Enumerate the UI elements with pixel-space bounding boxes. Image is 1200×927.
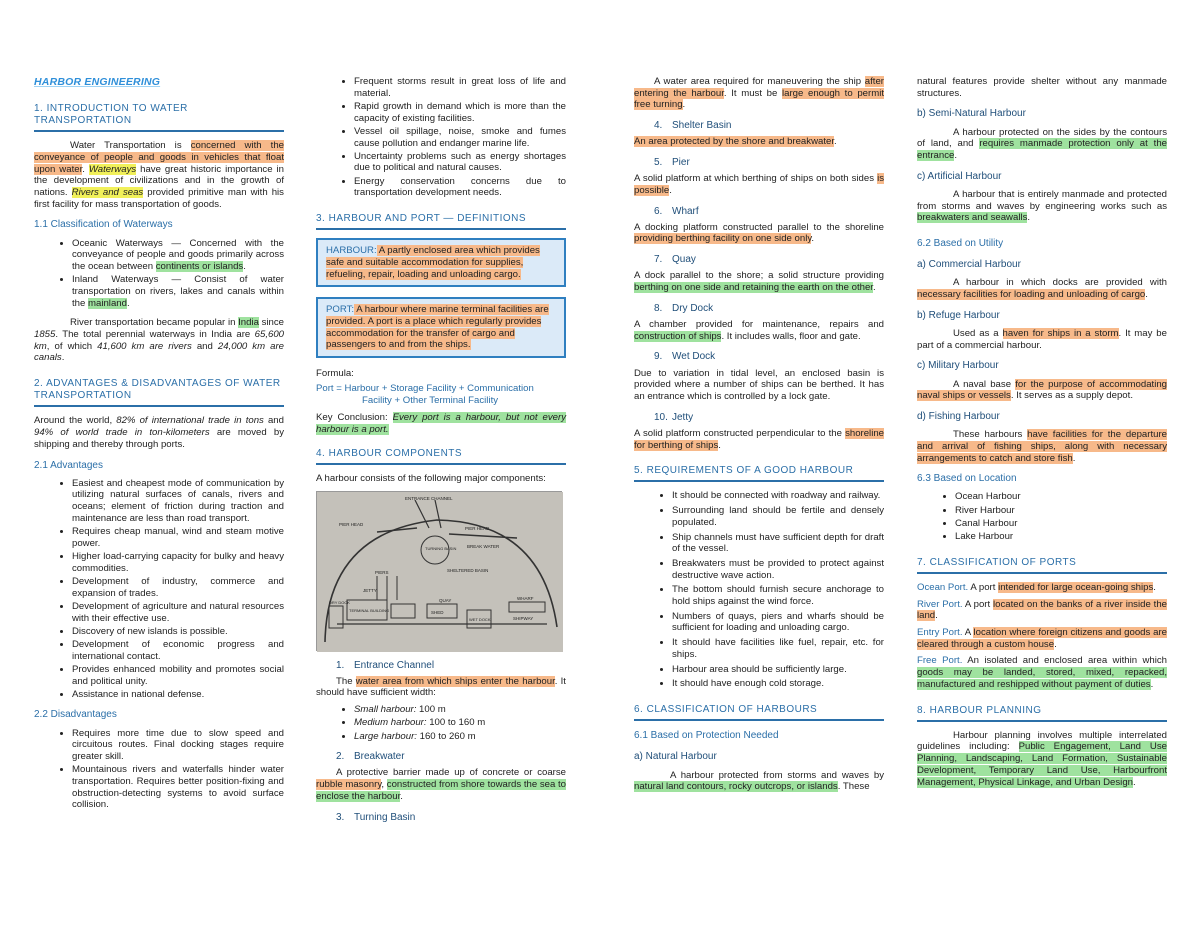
key-conclusion: Key Conclusion: Every port is a harbour, but not every harbour is a port.	[316, 412, 566, 435]
diagram-label: SHIPWAY	[513, 615, 534, 621]
fishing-harbour-text: These harbours have facilities for the departure and arrival of fishing ships, along with necessary arrangements to catch and store fish.	[917, 429, 1167, 464]
formula-block	[316, 368, 566, 406]
column-1	[34, 76, 284, 817]
list-item: • Numbers of quays, piers and wharfs should be sufficient for loading and unloading cargo.	[672, 611, 884, 634]
section-8-heading: 8. HARBOUR PLANNING	[917, 705, 1167, 722]
list-item: • Inland Waterways — Consist of water transportation on rivers, lakes and canals within the mainland.	[72, 274, 284, 309]
list-item: • Development of agriculture and natural resources with their effective use.	[72, 601, 284, 624]
location-list	[917, 491, 1167, 542]
disadvantages-heading: 2.2 Disadvantages	[34, 709, 117, 721]
list-item: • Canal Harbour	[955, 518, 1167, 530]
diagram-label: JETTY	[363, 587, 377, 593]
harbour-definition-box	[316, 238, 566, 287]
column-2	[316, 76, 566, 828]
components-intro: A harbour consists of the following major components:	[316, 472, 546, 484]
list-item: • It should be connected with roadway and railway.	[672, 490, 884, 502]
component-5-heading: 5. Pier	[654, 157, 690, 168]
list-item: • Breakwaters must be provided to protect against destructive wave action.	[672, 558, 884, 581]
component-6-heading: 6. Wharf	[654, 205, 699, 217]
waterways-list	[34, 238, 284, 310]
fishing-harbour-heading: d) Fishing Harbour	[917, 410, 1000, 422]
component-9-text: Due to variation in tidal level, an enclosed basin is provided where a number of ships can be berthed. It has an entrance which is controlled by a lock gate.	[634, 367, 884, 402]
list-item: • Development of industry, commerce and expansion of trades.	[72, 576, 284, 599]
section-3-heading: 3. HARBOUR AND PORT — DEFINITIONS	[316, 213, 566, 230]
formula-label: Formula:	[316, 368, 354, 380]
entry-port-text: Entry Port. A location where foreign citizens and goods are cleared through a custom house.	[917, 627, 1167, 650]
component-10-text: A solid platform constructed perpendicular to the shoreline for berthing of ships.	[634, 427, 884, 451]
diagram-label: TURNING BASIN	[425, 545, 457, 551]
component-5-text: A solid platform at which berthing of ships on both sides is possible.	[634, 173, 884, 196]
list-item: • Mountainous rivers and waterfalls hinder water transportation. Requires better position-fixing and obstruction-detecting systems to avoid surface collision.	[72, 764, 284, 811]
subsection-1-1-heading: 1.1 Classification of Waterways	[34, 219, 173, 231]
list-item: • Provides enhanced mobility and promotes social and political unity.	[72, 664, 284, 687]
advantages-heading: 2.1 Advantages	[34, 459, 103, 471]
component-7-text: A dock parallel to the shore; a solid structure providing berthing on one side and retaining the earth on the other.	[634, 270, 884, 294]
list-item: • Discovery of new islands is possible.	[72, 626, 284, 638]
subsection-6-3-heading: 6.3 Based on Location	[917, 473, 1017, 485]
list-item: • Medium harbour: 100 to 160 m	[354, 717, 566, 729]
list-item: • River Harbour	[955, 505, 1167, 517]
list-item: • It should have facilities like fuel, repair, etc. for ships.	[672, 637, 884, 660]
list-item: • Rapid growth in demand which is more than the capacity of existing facilities.	[354, 101, 566, 124]
list-item: • Energy conservation concerns due to transportation development needs.	[354, 176, 566, 199]
military-harbour-text: A naval base for the purpose of accommodating naval ships or vessels. It serves as a supply depot.	[917, 378, 1167, 402]
semi-natural-harbour-heading: b) Semi-Natural Harbour	[917, 108, 1026, 120]
harbour-definition: A partly enclosed area which provides safe and suitable accommodation for supplies, refueling, repair, loading and unloading cargo.	[326, 245, 540, 280]
diagram-label: WET DOCK	[469, 616, 491, 622]
list-item: • Oceanic Waterways — Concerned with the conveyance of people and goods primarily across the ocean between continents or islands.	[72, 238, 284, 273]
component-10-heading: 10. Jetty	[654, 411, 694, 423]
disadvantages-list-continued	[316, 76, 566, 199]
trade-paragraph: Around the world, 82% of international trade in tons and 94% of world trade in ton-kilometers are moved by shipping and thereby through ports.	[34, 415, 284, 450]
component-2-text: A protective barrier made up of concrete or coarse rubble masonry, constructed from shore towards the sea to enclose the harbour.	[316, 767, 566, 802]
commercial-harbour-heading: a) Commercial Harbour	[917, 259, 1021, 271]
component-8-text: A chamber provided for maintenance, repairs and construction of ships. It includes walls, floor and gate.	[634, 318, 884, 342]
component-8-heading: 8. Dry Dock	[654, 302, 714, 314]
natural-harbour-text: A harbour protected from storms and waves by natural land contours, rocky outcrops, or islands. These	[634, 769, 884, 793]
diagram-label: SHELTERED BASIN	[447, 567, 489, 573]
channel-width-list	[316, 704, 566, 742]
commercial-harbour-text: A harbour in which docks are provided with necessary facilities for loading and unloading of cargo.	[917, 277, 1167, 301]
ocean-port-text: Ocean Port. A port intended for large ocean-going ships.	[917, 581, 1156, 593]
section-5-heading: 5. REQUIREMENTS OF A GOOD HARBOUR	[634, 465, 884, 482]
section-7-heading: 7. CLASSIFICATION OF PORTS	[917, 557, 1167, 574]
section-1-heading: 1. INTRODUCTION TO WATER TRANSPORTATION	[34, 103, 284, 132]
list-item: • Higher load-carrying capacity for bulky and heavy commodities.	[72, 551, 284, 574]
diagram-label: PIER HEAD	[339, 521, 364, 527]
refuge-harbour-heading: b) Refuge Harbour	[917, 309, 1000, 321]
port-definition: A harbour where marine terminal facilities are provided. A port is a place which regularly provides accommodation for the transfer of cargo and passengers to and from the ships.	[326, 304, 549, 351]
intro-paragraph: Water Transportation is concerned with the conveyance of people and goods in vehicles that float upon water. Waterways have great historic importance in the development of civilizations and in the growth of nations. Rivers and seas provided primitive man with his first facility for mass transportation of goods.	[34, 140, 285, 210]
semi-natural-harbour-text: A harbour protected on the sides by the contours of land, and requires manmade protection only at the entrance.	[917, 126, 1167, 161]
diagram-label: BREAK WATER	[467, 543, 500, 549]
diagram-label: DRY DOCK	[329, 599, 350, 605]
subsection-6-1-heading: 6.1 Based on Protection Needed	[634, 730, 779, 742]
natural-harbour-heading: a) Natural Harbour	[634, 751, 717, 763]
list-item: • Lake Harbour	[955, 531, 1167, 543]
diagram-label: TERMINAL BUILDING	[349, 607, 390, 613]
list-item: • Vessel oil spillage, noise, smoke and fumes cause pollution and endanger marine life.	[354, 126, 566, 149]
artificial-harbour-text: A harbour that is entirely manmade and protected from storms and waves by engineering works such as breakwaters and seawalls.	[917, 188, 1167, 224]
free-port-text: Free Port. An isolated and enclosed area within which goods may be landed, stored, mixed, repacked, manufactured and reshipped without payment of duties.	[917, 655, 1167, 690]
subsection-6-2-heading: 6.2 Based on Utility	[917, 238, 1004, 249]
harbour-layout-diagram	[316, 491, 562, 651]
list-item: • Requires cheap manual, wind and steam motive power.	[72, 526, 284, 549]
list-item: • Easiest and cheapest mode of communication by utilizing natural surfaces of canals, rivers and oceans; element of friction during traction and maintenance are less than road transport.	[72, 478, 284, 525]
list-item: • Surrounding land should be fertile and densely populated.	[672, 505, 884, 528]
list-item: • Assistance in national defense.	[72, 689, 284, 701]
harbour-label: HARBOUR:	[326, 245, 377, 257]
component-1-text: The water area from which ships enter the harbour. It should have sufficient width:	[316, 675, 566, 699]
military-harbour-heading: c) Military Harbour	[917, 360, 999, 372]
artificial-harbour-heading: c) Artificial Harbour	[917, 170, 1002, 182]
list-item: • Frequent storms result in great loss of life and material.	[354, 76, 566, 99]
section-6-heading: 6. CLASSIFICATION OF HARBOURS	[634, 704, 884, 721]
section-4-heading: 4. HARBOUR COMPONENTS	[316, 448, 566, 465]
list-item: • Uncertainty problems such as energy shortages due to political and natural causes.	[354, 151, 566, 174]
list-item: • Ship channels must have sufficient depth for draft of the vessel.	[672, 532, 884, 555]
component-3-heading: 3. Turning Basin	[336, 811, 416, 823]
column-3	[634, 76, 884, 798]
component-6-text: A docking platform constructed parallel to the shoreline providing berthing facility on one side only.	[634, 221, 884, 245]
diagram-label: WHARF	[517, 595, 534, 601]
port-label: PORT:	[326, 304, 355, 316]
component-3-text: A water area required for maneuvering the ship after entering the harbour. It must be large enough to permit free turning.	[634, 76, 884, 111]
component-9-heading: 9. Wet Dock	[654, 351, 716, 363]
component-7-heading: 7. Quay	[654, 254, 696, 266]
diagram-label: SHED	[431, 609, 444, 615]
component-1-heading: 1. Entrance Channel	[336, 659, 435, 671]
list-item: • Large harbour: 160 to 260 m	[354, 731, 566, 743]
column-4	[917, 76, 1167, 793]
port-definition-box	[316, 297, 566, 358]
list-item: • It should have enough cold storage.	[672, 678, 884, 690]
formula-line-1: Port = Harbour + Storage Facility + Communication	[316, 382, 534, 394]
formula-line-2: Facility + Other Terminal Facility	[362, 394, 499, 406]
requirements-list	[634, 490, 884, 690]
list-item: • Requires more time due to slow speed and circuitous routes. Final docking stages require greater skill.	[72, 728, 284, 763]
natural-harbour-text-continued: natural features provide shelter without any manmade structures.	[917, 76, 1167, 99]
list-item: • The bottom should furnish secure anchorage to hold ships against the wind force.	[672, 584, 884, 607]
list-item: • Ocean Harbour	[955, 491, 1167, 503]
diagram-label: QUAY	[439, 597, 452, 603]
advantages-list	[34, 478, 284, 701]
component-4-heading: 4. Shelter Basin	[654, 120, 732, 132]
component-2-heading: 2. Breakwater	[336, 751, 405, 763]
diagram-label: PIERS	[375, 569, 389, 575]
diagram-label: PIER HEAD	[465, 525, 490, 531]
disadvantages-list	[34, 728, 284, 811]
list-item: • Small harbour: 100 m	[354, 704, 566, 716]
diagram-label: ENTRANCE CHANNEL	[405, 495, 453, 501]
document-title: HARBOR ENGINEERING	[34, 76, 161, 88]
river-paragraph: River transportation became popular in India since 1855. The total perennial waterways in India are 65,600 km, of which 41,600 km are rivers and 24,000 km are canals.	[34, 317, 285, 364]
section-2-heading: 2. ADVANTAGES & DISADVANTAGES OF WATER TRANSPORTATION	[34, 378, 284, 407]
river-port-text: River Port. A port located on the banks of a river inside the land.	[917, 598, 1167, 622]
list-item: • Development of economic progress and international contact.	[72, 639, 284, 662]
component-4-text: An area protected by the shore and breakwater.	[634, 136, 837, 148]
refuge-harbour-text: Used as a haven for ships in a storm. It may be part of a commercial harbour.	[917, 327, 1167, 351]
planning-text: Harbour planning involves multiple interrelated guidelines including: Public Engagement, Land Use Planning, Landscaping, Land Formation, Sustainable Development, Temporary Land Use, Harbourfront Management, Physical Linkage, and Urban Design.	[917, 729, 1167, 788]
list-item: • Harbour area should be sufficiently large.	[672, 664, 884, 676]
